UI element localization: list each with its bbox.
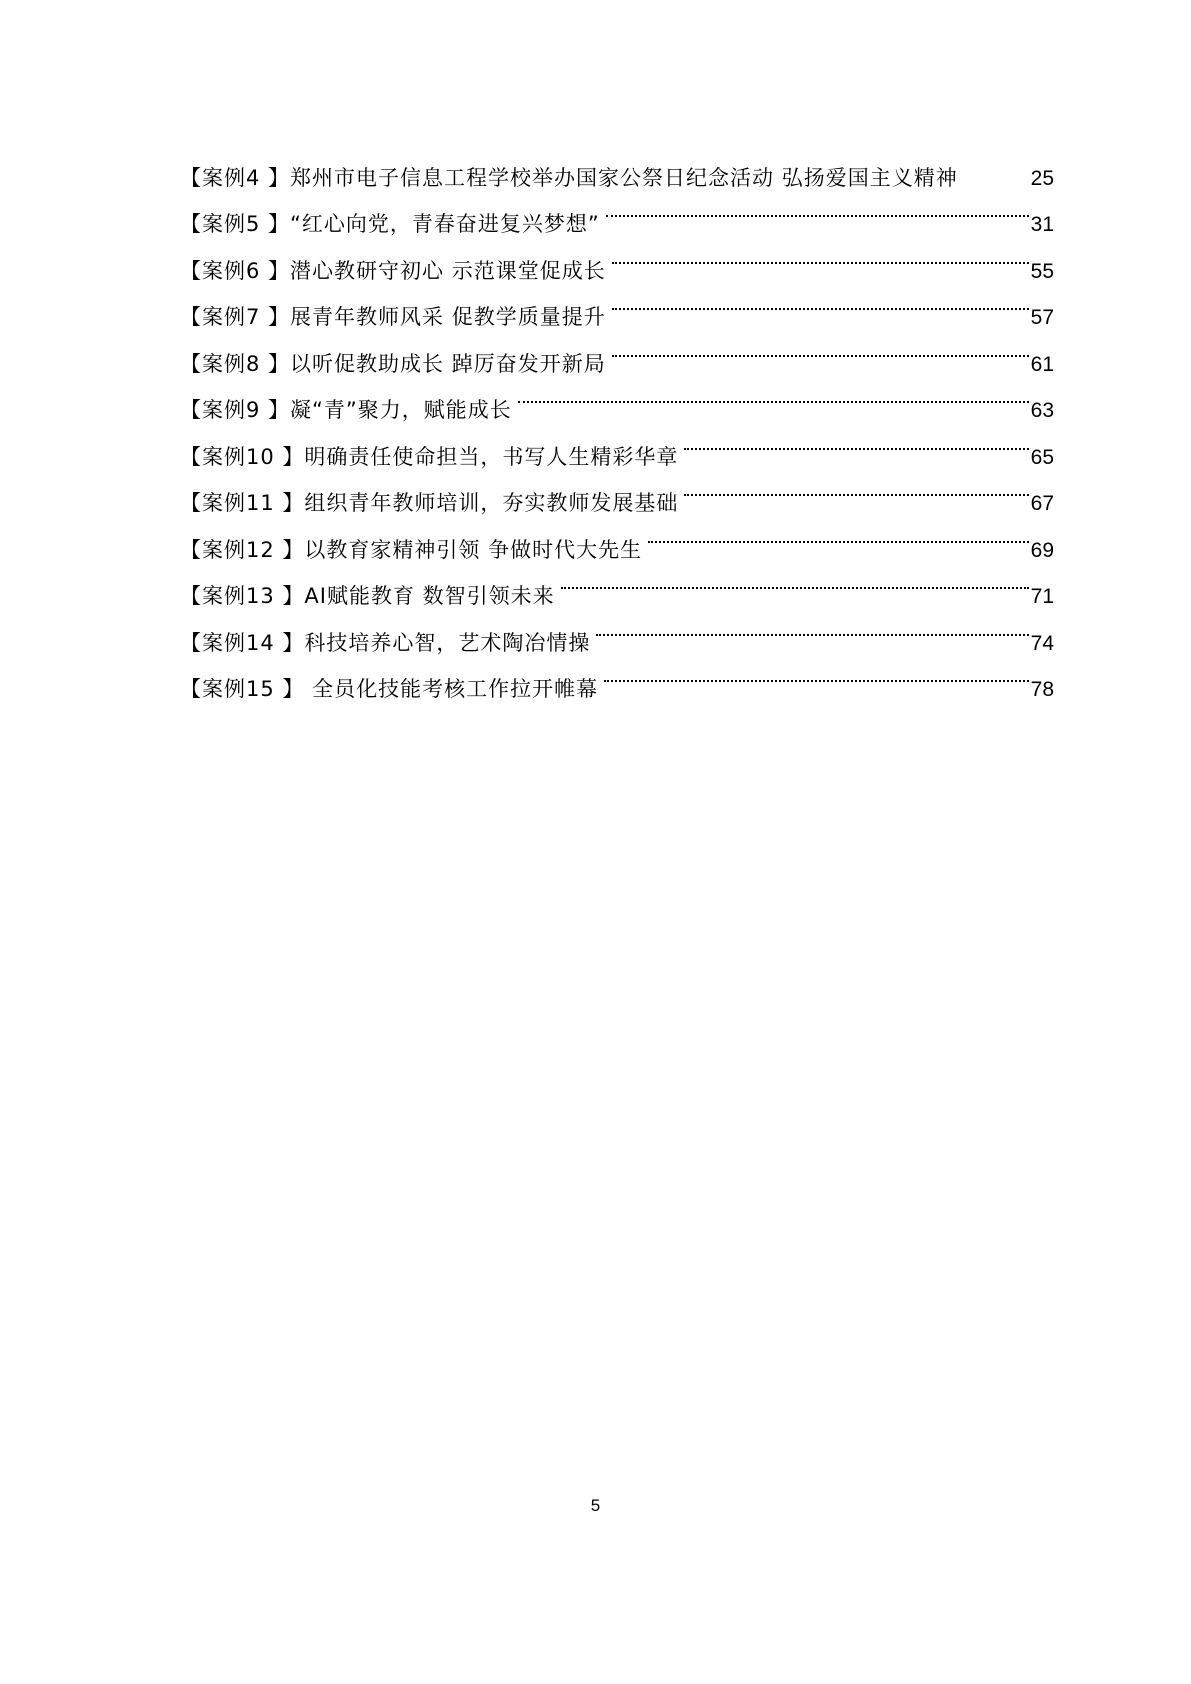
toc-entry-title[interactable]: 【案例13 】AI赋能教育 数智引领未来 bbox=[180, 584, 555, 608]
toc-entry-title[interactable]: 【案例7 】展青年教师风采 促教学质量提升 bbox=[180, 305, 606, 329]
toc-entry-page[interactable]: 71 bbox=[1030, 585, 1054, 608]
toc-leader-dots bbox=[518, 371, 1029, 418]
toc-entry-title[interactable]: 【案例5 】“红心向党，青春奋进复兴梦想” bbox=[180, 212, 600, 236]
toc-leader-dots bbox=[612, 324, 1029, 371]
toc-leader-dots bbox=[596, 603, 1028, 650]
toc-entry-title[interactable]: 【案例14 】科技培养心智，艺术陶冶情操 bbox=[180, 630, 591, 655]
toc-entry-page[interactable]: 55 bbox=[1030, 259, 1054, 283]
toc-leader-dots bbox=[612, 278, 1029, 325]
toc-entry[interactable] bbox=[180, 138, 1054, 190]
toc-entry-page[interactable]: 25 bbox=[1030, 166, 1054, 190]
toc-entry-title[interactable]: 【案例9 】凝“青”聚力，赋能成长 bbox=[180, 398, 512, 422]
toc-leader-dots bbox=[648, 510, 1029, 557]
toc-entry-title[interactable]: 【案例11 】组织青年教师培训，夯实教师发展基础 bbox=[180, 491, 679, 515]
toc-entry-title[interactable]: 【案例6 】潜心教研守初心 示范课堂促成长 bbox=[180, 258, 606, 283]
toc-entry-title[interactable]: 【案例15 】 全员化技能考核工作拉开帷幕 bbox=[180, 677, 599, 701]
page-number: 5 bbox=[590, 1496, 601, 1515]
toc-entry-title[interactable]: 【案例4 】郑州市电子信息工程学校举办国家公祭日纪念活动 弘扬爱国主义精神 bbox=[180, 165, 958, 190]
toc-entry-page[interactable]: 69 bbox=[1030, 538, 1054, 562]
toc-leader-dots bbox=[561, 557, 1029, 604]
toc-entry-page[interactable]: 74 bbox=[1030, 631, 1054, 655]
toc-entry-title[interactable]: 【案例8 】以听促教助成长 踔厉奋发开新局 bbox=[180, 351, 606, 376]
toc-entry-title[interactable]: 【案例12 】以教育家精神引领 争做时代大先生 bbox=[180, 537, 643, 562]
toc-entry-page[interactable]: 31 bbox=[1030, 213, 1054, 236]
toc-leader-dots bbox=[604, 650, 1029, 697]
toc-leader bbox=[958, 138, 1031, 185]
table-of-contents bbox=[180, 138, 1054, 701]
toc-entry-page[interactable]: 57 bbox=[1030, 306, 1054, 329]
toc-entry-title[interactable]: 【案例10 】明确责任使命担当，书写人生精彩华章 bbox=[180, 444, 679, 469]
toc-leader-dots bbox=[684, 417, 1028, 464]
toc-leader-dots bbox=[606, 185, 1029, 232]
toc-entry-page[interactable]: 67 bbox=[1030, 492, 1054, 515]
toc-entry-page[interactable]: 78 bbox=[1030, 678, 1054, 701]
toc-leader-dots bbox=[612, 231, 1029, 278]
toc-entry-page[interactable]: 65 bbox=[1030, 445, 1054, 469]
toc-leader-dots bbox=[684, 464, 1028, 511]
toc-entry-page[interactable]: 63 bbox=[1030, 399, 1054, 422]
toc-entry-page[interactable]: 61 bbox=[1030, 352, 1054, 376]
